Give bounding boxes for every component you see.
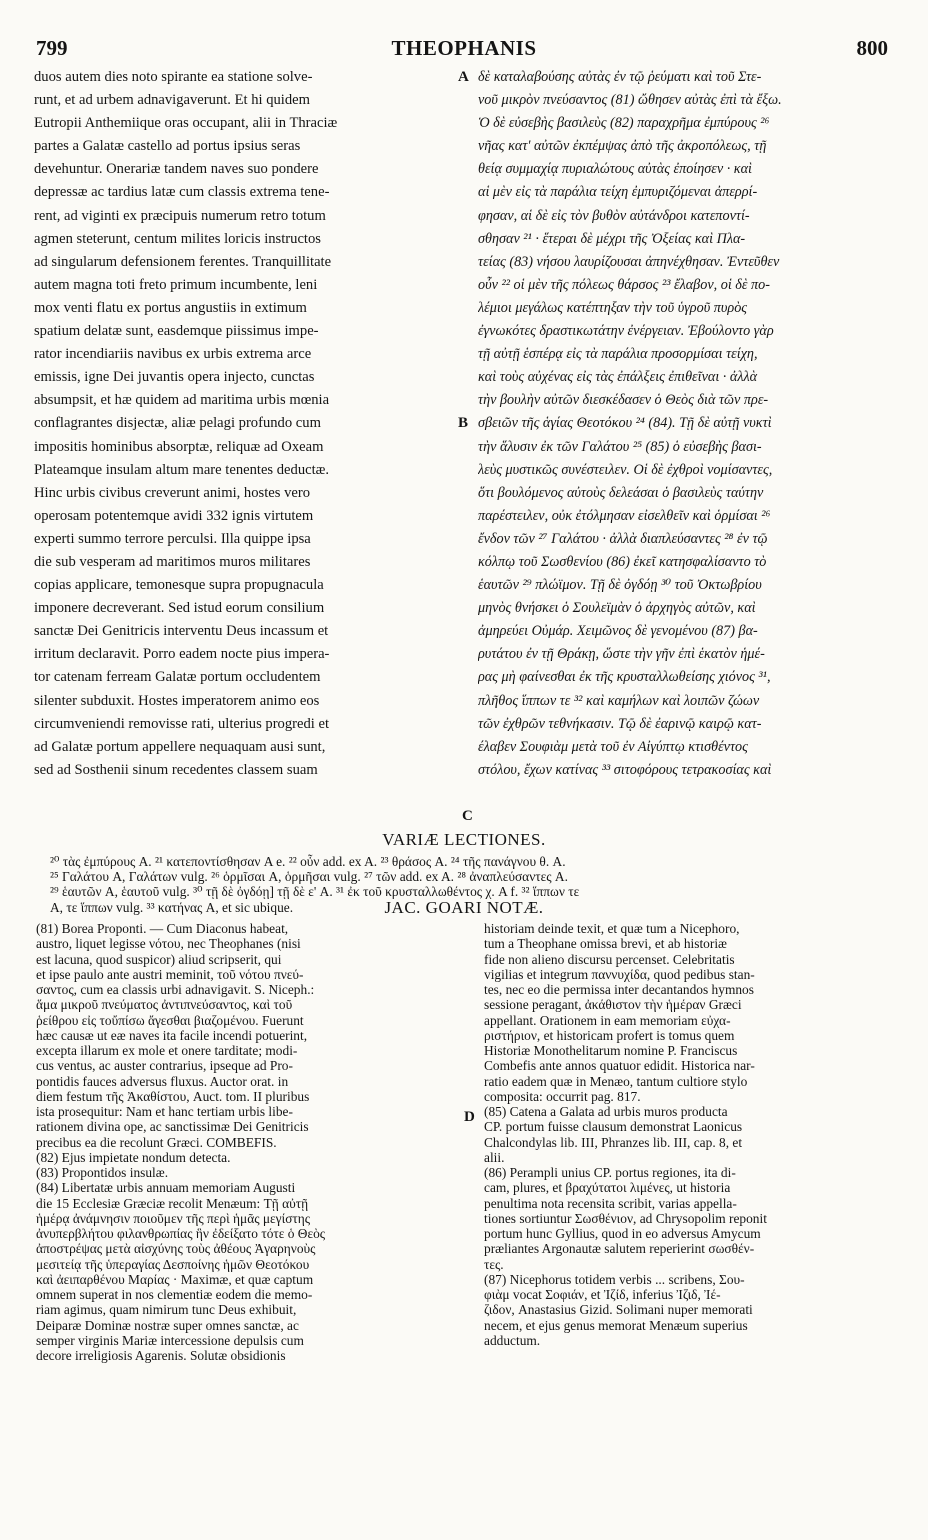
variant-reading-line: A, τε ἵππων vulg. ³³ κατήνας A, et sic ubique. xyxy=(50,899,294,915)
note-line: (81) Borea Proponti. — Cum Diaconus habeat, xyxy=(36,921,289,936)
note-line: et ipse paulo ante austri meminit, τοῦ νότου πνεύ- xyxy=(36,966,304,982)
note-line: (85) Catena a Galata ad urbis muros producta xyxy=(484,1104,728,1119)
note-line: fide non alieno discursu percenset. Celebritatis xyxy=(484,951,735,967)
greek-text-line: ἑαυτῶν ²⁹ πλώϊμον. Τῇ δὲ ὀγδόῃ ³⁰ τοῦ Ὀκτωβρίου xyxy=(478,577,762,594)
note-line: καὶ ἀειπαρθένου Μαρίας · Maximæ, et quæ captum xyxy=(36,1271,314,1287)
latin-text-line: circumveniendi removisse rati, ulterius progredi et xyxy=(34,715,330,732)
greek-text-line: οὖν ²² οἱ μὲν τῆς πόλεως θάρσος ²³ ἔλαβον, οἱ δὲ πο- xyxy=(478,276,770,293)
greek-text-line: ρας μὴ φαίνεσθαι ἐκ τῆς κρυσταλλωθείσης χιόνος ³¹, xyxy=(478,669,771,686)
note-line: decore irreligiosis Agarenis. Solutæ obsidionis xyxy=(36,1348,286,1363)
note-line: diem festum τῆς Ἀκαθίστου, Auct. tom. II pluribus xyxy=(36,1088,310,1104)
note-line: ριστήριον, et historicam profert is tomus quem xyxy=(484,1027,735,1043)
note-line: μεσιτείᾳ τῆς ὑπεραγίας Δεσποίνης ἡμῶν Θεοτόκου xyxy=(36,1256,310,1272)
note-line: Historiæ Monothelitarum nomine P. Franciscus xyxy=(484,1043,738,1058)
greek-text-column xyxy=(478,66,904,782)
greek-text-line: δὲ καταλαβούσης αὐτὰς ἐν τῷ ῥεύματι καὶ τοῦ Στε- xyxy=(478,69,762,85)
note-line: ista prosequitur: Nam et hanc tertiam urbis libe- xyxy=(36,1104,293,1119)
greek-text-line: σθησαν ²¹ · ἕτεραι δὲ μέχρι τῆς Ὀξείας καὶ Πλα- xyxy=(478,230,746,247)
note-line: necem, et ejus genus memorat Menæum superius xyxy=(484,1317,748,1333)
note-line: adductum. xyxy=(484,1332,541,1348)
note-line: tiones sortiuntur Σωσθένιον, ad Chrysopolim reponit xyxy=(484,1210,767,1226)
note-line: composita: occurrit pag. 817. xyxy=(484,1088,641,1104)
note-line: (83) Propontidos insulæ. xyxy=(36,1165,169,1180)
latin-text-line: emissis, igne Dei juvantis opera injecto, cunctas xyxy=(34,369,315,386)
greek-text-line: ἀμηρεύει Οὐμάρ. Χειμῶνος δὲ γενομένου (87) βα- xyxy=(478,623,758,640)
note-line: historiam deinde texit, et quæ tum a Nicephoro, xyxy=(484,921,740,936)
note-line: cus ventus, ac auster contrarius, ipseque ad Pro- xyxy=(36,1058,293,1074)
greek-text-line: ὅτι βουλόμενος αὐτοὺς δελεάσαι ὁ βασιλεὺς ταύτην xyxy=(478,484,764,501)
note-line: hæc causæ ut eæ naves ita facile incendi potuerint, xyxy=(36,1027,308,1043)
note-line: præliantes Argonautæ salutem reperierint σωσθέν- xyxy=(484,1241,755,1257)
latin-text-line: tor catenam ferream Galatæ portum occludentem xyxy=(34,669,321,686)
note-line: appellant. Orationem in eam memoriam εὐχα- xyxy=(484,1012,731,1028)
note-line: excepta illarum ex mole et onere tarditate; modi- xyxy=(36,1043,298,1058)
greek-text-line: τῶν ἐχθρῶν τεθνήκασιν. Τῷ δὲ ἐαρινῷ καιρῷ κατ- xyxy=(478,715,762,732)
greek-text-line: ἐγνωκότες δραστικωτάτην ἐνέργειαν. Ἐβούλοντο γὰρ xyxy=(478,323,774,340)
latin-text-line: experti summo terrore perculsi. Illa quippe ipsa xyxy=(34,530,311,547)
greek-text-line: ρυτάτου ἐν τῇ Θράκῃ, ὥστε τὴν γῆν ἐπὶ ἑκατὸν ἡμέ- xyxy=(478,646,765,663)
running-title: THEOPHANIS xyxy=(391,36,537,60)
note-line: Chalcondylas lib. III, Phranzes lib. III, cap. 8, et xyxy=(484,1134,743,1150)
margin-marker-d: D xyxy=(464,1109,475,1125)
greek-text-line: θείᾳ συμμαχίᾳ πυριαλώτους αὐτὰς ἐποίησεν · καὶ xyxy=(478,161,753,178)
note-line: ῥείθρου εἰς τοὔπίσω ἄγεσθαι βιαζομένου. Fuerunt xyxy=(36,1012,304,1028)
greek-text-line: λέμιοι μεγάλως κατέπτηξαν τὴν τοῦ ὑγροῦ πυρὸς xyxy=(478,299,748,316)
note-line: ratio eadem quæ in Menæo, tantum cultiore stylo xyxy=(484,1073,748,1089)
note-line: φιὰμ vocat Σοφιάν, et Ἰζίδ, inferius Ἰζιδ, Ἰέ- xyxy=(484,1287,721,1302)
note-line: Deiparæ Dominæ nostræ super omnes sanctæ, ac xyxy=(36,1317,299,1333)
variant-reading-line: ²⁰ τὰς ἐμπύρους A. ²¹ κατεποντίσθησαν A e. ²² οὖν add. ex A. ²³ θράσος A. ²⁴ τῆς πανάγνου θ. A. xyxy=(50,854,566,869)
latin-text-line: conflagrantes disjectæ, aliæ pelagi profundo cum xyxy=(34,415,321,432)
margin-marker-b: B xyxy=(458,415,469,431)
note-line: die 15 Ecclesiæ Græciæ recolit Menæum: Τῇ αὐτῇ xyxy=(36,1195,309,1211)
note-line: (84) Libertatæ urbis annuam memoriam Augusti xyxy=(36,1180,296,1196)
greek-text-line: τῇ αὐτῇ ἑσπέρᾳ εἰς τὰ παράλια προσορμίσαι τείχη, xyxy=(478,346,758,363)
latin-text-line: impositis hominibus absorptæ, reliquæ ad Oxeam xyxy=(34,438,324,455)
margin-marker-c: C xyxy=(462,808,473,824)
greek-text-line: μηνὸς θνήσκει ὁ Σουλεϊμὰν ὁ ἀρχηγὸς αὐτῶν, καὶ xyxy=(478,600,756,617)
greek-text-line: τὴν βουλὴν αὐτῶν διεσκέδασεν ὁ Θεὸς διὰ τῶν πρε- xyxy=(478,392,769,409)
page-number-right: 800 xyxy=(856,36,888,60)
latin-text-line: sanctæ Dei Genitricis interventu Deus incassum et xyxy=(34,623,329,640)
latin-text-line: devehuntur. Onerariæ tandem naves suo pondere xyxy=(34,161,319,178)
latin-text-line: ad singularum defensionem ferentes. Tranquillitate xyxy=(34,253,332,270)
latin-text-line: Hinc urbis civibus creverunt animi, hostes vero xyxy=(34,484,310,501)
note-line: ζιδον, Anastasius Gizid. Solimani nuper memorati xyxy=(484,1302,753,1318)
latin-text-line: silenter subduxit. Hostes imperatorem animo eos xyxy=(34,692,320,709)
latin-text-line: duos autem dies noto spirante ea statione solve- xyxy=(34,69,313,85)
greek-text-line: καὶ τοὺς αὐχένας εἰς τὰς ἐπάλξεις ἐπιθεῖναι · ἀλλὰ xyxy=(478,369,758,386)
note-line: semper virginis Mariæ intercessione depulsis cum xyxy=(36,1332,304,1348)
variae-lectiones-heading: VARIÆ LECTIONES. xyxy=(382,830,546,849)
greek-text-line: πλῆθος ἵππων τε ³² καὶ καμήλων καὶ λοιπῶν ζώων xyxy=(478,692,760,709)
latin-text-line: runt, et ad urbem adnavigaverunt. Et hi quidem xyxy=(34,92,310,109)
variant-reading-line: ²⁹ ἑαυτῶν A, ἑαυτοῦ vulg. ³⁰ τῇ δὲ ὀγδόῃ] τῇ δὲ ε' A. ³¹ ἐκ τοῦ κρυσταλλωθέντος χ. A f. ³² ἵππων τε xyxy=(50,884,580,900)
latin-text-line: mox venti flatu ex portus angustiis in extimum xyxy=(34,299,307,316)
latin-text-line: rator incendiariis navibus ex urbis extrema arce xyxy=(34,346,312,363)
latin-text-line: die sub vesperam ad maritimos muros militares xyxy=(34,553,311,570)
greek-text-line: σβειῶν τῆς ἁγίας Θεοτόκου ²⁴ (84). Τῇ δὲ αὐτῇ νυκτὶ xyxy=(478,415,772,432)
note-line: pontidis fauces adversus fluxus. Auctor orat. in xyxy=(36,1073,289,1089)
page-number-left: 799 xyxy=(36,36,68,60)
note-line: σαντος, cum ea classis urbi adnavigavit. S. Niceph.: xyxy=(36,982,315,997)
latin-text-line: depressæ ac tardius latæ cum classis extrema tene- xyxy=(34,184,330,201)
latin-text-line: sed ad Sosthenii sinum recedentes classem suam xyxy=(34,761,318,778)
greek-text-line: ἔνδον τῶν ²⁷ Γαλάτου · ἀλλὰ διαπλεύσαντες ²⁸ ἐν τῷ xyxy=(478,530,768,547)
note-line: cam, plures, et βραχύτατοι λιμένες, ut historia xyxy=(484,1180,731,1196)
note-line: penultima nota recensita scribit, varias appella- xyxy=(484,1195,737,1211)
note-line: ἀνυπερβλήτου φιλανθρωπίας ἣν ἐδείξατο τότε ὁ Θεὸς xyxy=(36,1226,326,1241)
greek-text-line: κόλπῳ τοῦ Σωσθενίου (86) ἐκεῖ κατησφαλίσαντο τὸ xyxy=(478,553,767,570)
goari-notae-heading: JAC. GOARI NOTÆ. xyxy=(384,898,544,917)
latin-text-line: copias applicare, temonesque supra propugnacula xyxy=(34,577,324,594)
note-line: CP. portum fuisse clausum demonstrat Laonicus xyxy=(484,1119,743,1135)
note-line: ἡμέρᾳ ἀνάμνησιν ποιοῦμεν τῆς περὶ ἡμᾶς μεγίστης xyxy=(36,1210,311,1226)
variant-reading-line: ²⁵ Γαλάτου A, Γαλάτων vulg. ²⁶ ὁρμῖσαι A, ὁρμῆσαι vulg. ²⁷ τῶν add. ex A. ²⁸ ἀναπλεύσαντες A. xyxy=(50,869,568,885)
latin-text-line: spatium delatæ sunt, easdemque piissimus impe- xyxy=(34,323,319,340)
goari-notes-right-column xyxy=(484,921,904,1348)
latin-text-line: rent, ad viginti ex præcipuis numerum retro totum xyxy=(34,207,326,224)
greek-text-line: τὴν ἅλυσιν ἐκ τῶν Γαλάτου ²⁵ (85) ὁ εὐσεβὴς βασι- xyxy=(478,438,762,455)
latin-text-line: autem magna toti freto primum incumbente, leni xyxy=(34,276,318,293)
note-line: ἀποστρέψας μετὰ αἰσχύνης τοὺς ἀθέους Ἀγαρηνοὺς xyxy=(36,1241,316,1257)
note-line: τες. xyxy=(484,1256,504,1272)
goari-notes-left-column xyxy=(36,921,464,1363)
latin-text-line: absumpsit, et hæ quidem ad maritima urbis mœnia xyxy=(34,392,330,409)
note-line: Combefis ante annos quatuor edidit. Historica nar- xyxy=(484,1058,755,1074)
note-line: rationem divina ope, ac sanctissimæ Dei Genitricis xyxy=(36,1119,309,1135)
greek-text-line: στόλου, ἔχων κατίνας ³³ σιτοφόρους τετρακοσίας καὶ xyxy=(478,761,772,778)
latin-text-line: ad Galatæ portum appellere nequaquam ausi sunt, xyxy=(34,738,326,755)
greek-text-line: παρέστειλεν, οὐκ ἐτόλμησαν εἰσελθεῖν καὶ ὁρμίσαι ²⁶ xyxy=(478,507,771,524)
note-line: austro, liquet legisse νότου, nec Theophanes (nisi xyxy=(36,936,301,952)
note-line: precibus ea die recolunt Græci. COMBEFIS. xyxy=(36,1134,277,1150)
greek-text-line: τείας (83) νήσου λαυρίζουσαι ἀπηνέχθησαν. Ἐντεῦθεν xyxy=(478,253,780,270)
greek-text-line: Ὁ δὲ εὐσεβὴς βασιλεὺς (82) παραχρῆμα ἐμπύρους ²⁶ xyxy=(478,115,770,132)
note-line: (86) Perampli unius CP. portus regiones, ita di- xyxy=(484,1165,736,1180)
note-line: omnem superat in nos clementiæ eodem die memo- xyxy=(36,1287,313,1302)
greek-text-line: νοῦ μικρὸν πνεύσαντος (81) ὤθησεν αὐτὰς ἐπὶ τὰ ἔξω. xyxy=(478,92,782,109)
greek-text-line: νῆας κατ' αὐτῶν ἐκπέμψας ἀπὸ τῆς ἀκροπόλεως, τῇ xyxy=(478,138,767,155)
note-line: ἅμα μικροῦ πνεύματος ἀντιπνεύσαντος, καὶ τοῦ xyxy=(36,997,293,1013)
latin-text-line: partes a Galatæ castello ad portus ipsius seras xyxy=(34,138,301,155)
note-line: tes, nec eo die permissa inter decantandos hymnos xyxy=(484,982,754,997)
greek-text-line: αἱ μὲν εἰς τὰ παράλια τείχη ἐμπυριζόμεναι ἀπερρί- xyxy=(478,184,758,201)
note-line: portum hunc Gyllius, quod in eo adversus Amycum xyxy=(484,1226,761,1241)
latin-text-line: Eutropii Anthemiique oras occupant, alii in Thraciæ xyxy=(34,115,338,132)
latin-translation-column xyxy=(34,66,458,782)
note-line: alii. xyxy=(484,1149,505,1165)
latin-text-line: operosam potentemque avidi 332 ignis virtutem xyxy=(34,507,314,524)
greek-text-line: λεὺς μυστικῶς συνέστειλεν. Οἱ δὲ ἐχθροὶ νομίσαντες, xyxy=(478,461,773,478)
latin-text-line: agmen steterunt, centum milites loricis instructos xyxy=(34,230,321,247)
greek-text-line: έλαβεν Σουφιὰμ μετὰ τοῦ ἐν Αἰγύπτῳ κτισθέντος xyxy=(478,738,748,755)
note-line: (87) Nicephorus totidem verbis ... scribens, Σου- xyxy=(484,1271,745,1287)
greek-text-line: φησαν, αἱ δὲ εἰς τὸν βυθὸν αὐτάνδροι κατεποντί- xyxy=(478,207,750,224)
note-line: riam agimus, quam nimirum tunc Deus exhibuit, xyxy=(36,1302,297,1318)
note-line: est lacuna, quod suspicor) aliud scripserit, qui xyxy=(36,951,282,967)
margin-marker-a: A xyxy=(458,69,469,85)
note-line: tum a Theophane omissa brevi, et ab historiæ xyxy=(484,936,727,952)
latin-text-line: Plateamque insulam altum mare tenentes deductæ. xyxy=(34,461,330,478)
latin-text-line: irritum declaravit. Porro eadem nocte pius impera- xyxy=(34,646,330,663)
latin-text-line: imponere decreverant. Sed istud eorum consilium xyxy=(34,600,325,617)
note-line: vigilias et integrum παννυχίδα, quod pedibus stan- xyxy=(484,966,755,982)
note-line: sessione peragant, ἀκάθιστον τὴν ἡμέραν Græci xyxy=(484,997,742,1013)
note-line: (82) Ejus impietate nondum detecta. xyxy=(36,1149,231,1165)
